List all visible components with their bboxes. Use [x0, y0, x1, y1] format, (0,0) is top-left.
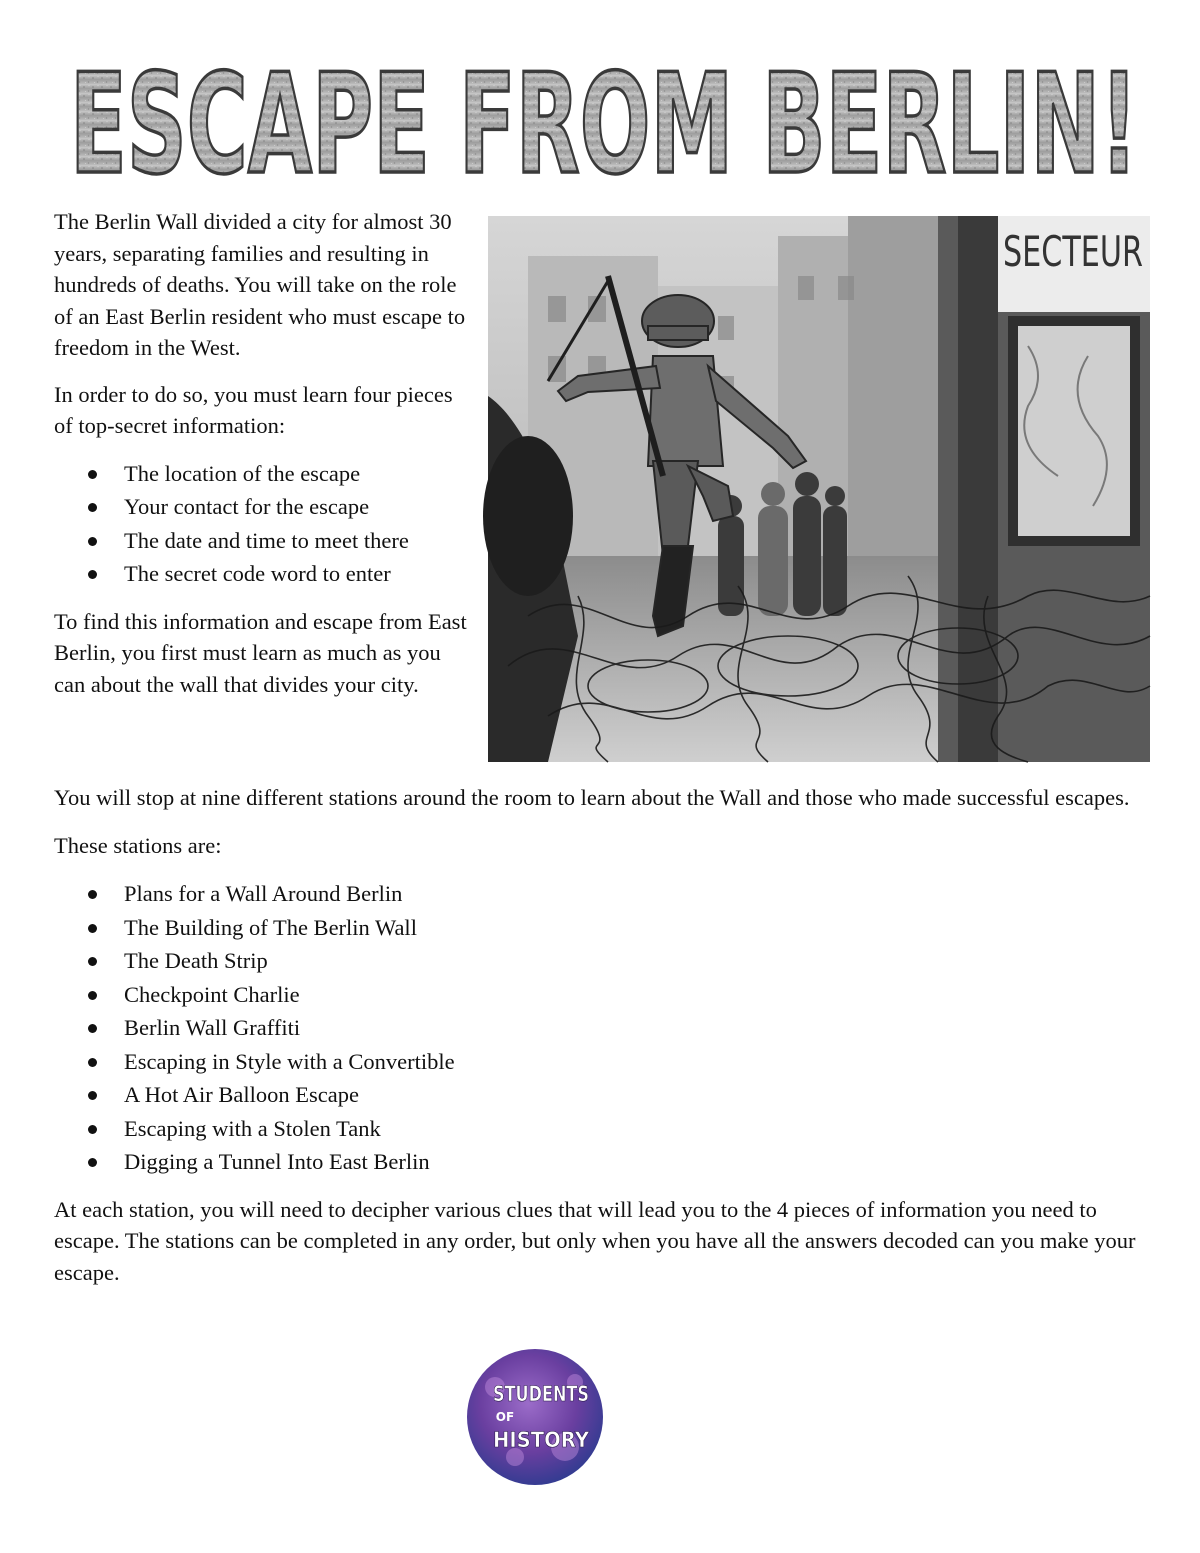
- intro-paragraph: The Berlin Wall divided a city for almost 30 years, separating families and resulting in hundreds of deaths. You will take on the role of an East Berlin resident who must escape to freedom in the West.: [54, 209, 466, 360]
- list-item: Plans for a Wall Around Berlin: [54, 877, 1164, 911]
- list-item: The secret code word to enter: [54, 557, 474, 591]
- list-item: The location of the escape: [54, 457, 474, 491]
- logo-line-history: HISTORY: [493, 1428, 590, 1452]
- stations-heading: These stations are:: [54, 832, 222, 858]
- bullet-icon: [88, 570, 97, 579]
- bullet-icon: [88, 1158, 97, 1167]
- closing-paragraph: At each station, you will need to decipher various clues that will lead you to the 4 pieces of information you need to escape. The stations can be completed in any order, but only when you have all the answers decoded can you make your escape.: [54, 1196, 1136, 1285]
- list-item: Checkpoint Charlie: [54, 978, 1164, 1012]
- list-item: A Hot Air Balloon Escape: [54, 1078, 1164, 1112]
- bullet-icon: [88, 1024, 97, 1033]
- students-of-history-logo: [465, 1347, 605, 1487]
- bullet-icon: [88, 503, 97, 512]
- list-item: Escaping in Style with a Convertible: [54, 1045, 1164, 1079]
- list-item: The date and time to meet there: [54, 524, 474, 558]
- logo-line-of: OF: [495, 1410, 515, 1424]
- bullet-icon: [88, 1125, 97, 1134]
- list-item: Berlin Wall Graffiti: [54, 1011, 1164, 1045]
- bullet-icon: [88, 1058, 97, 1067]
- list-item: Escaping with a Stolen Tank: [54, 1112, 1164, 1146]
- stations-intro: You will stop at nine different stations around the room to learn about the Wall and those who made successful escapes.: [54, 785, 1130, 810]
- page-title-text: ESCAPE FROM BERLIN!: [70, 44, 1138, 205]
- intro-section: [54, 206, 474, 715]
- page-title: [64, 44, 1144, 205]
- secret-info-list: [54, 457, 474, 591]
- bullet-icon: [88, 890, 97, 899]
- list-item: The Building of The Berlin Wall: [54, 911, 1164, 945]
- bullet-icon: [88, 957, 97, 966]
- list-item: Your contact for the escape: [54, 490, 474, 524]
- list-item: Digging a Tunnel Into East Berlin: [54, 1145, 1164, 1179]
- logo-line-students: STUDENTS: [493, 1382, 589, 1406]
- historical-photo: [488, 216, 1150, 762]
- bullet-icon: [88, 924, 97, 933]
- list-item: The Death Strip: [54, 944, 1164, 978]
- find-info-paragraph: To find this information and escape from East Berlin, you first must learn as much as you can about the wall that divides your city.: [54, 608, 467, 697]
- bullet-icon: [88, 470, 97, 479]
- stations-list: [54, 877, 1164, 1179]
- bullet-icon: [88, 991, 97, 1000]
- task-paragraph: In order to do so, you must learn four pieces of top-secret information:: [54, 381, 453, 438]
- stations-section: [54, 782, 1164, 1304]
- bullet-icon: [88, 1091, 97, 1100]
- bullet-icon: [88, 537, 97, 546]
- photo-sign-text: SECTEUR: [1003, 227, 1143, 276]
